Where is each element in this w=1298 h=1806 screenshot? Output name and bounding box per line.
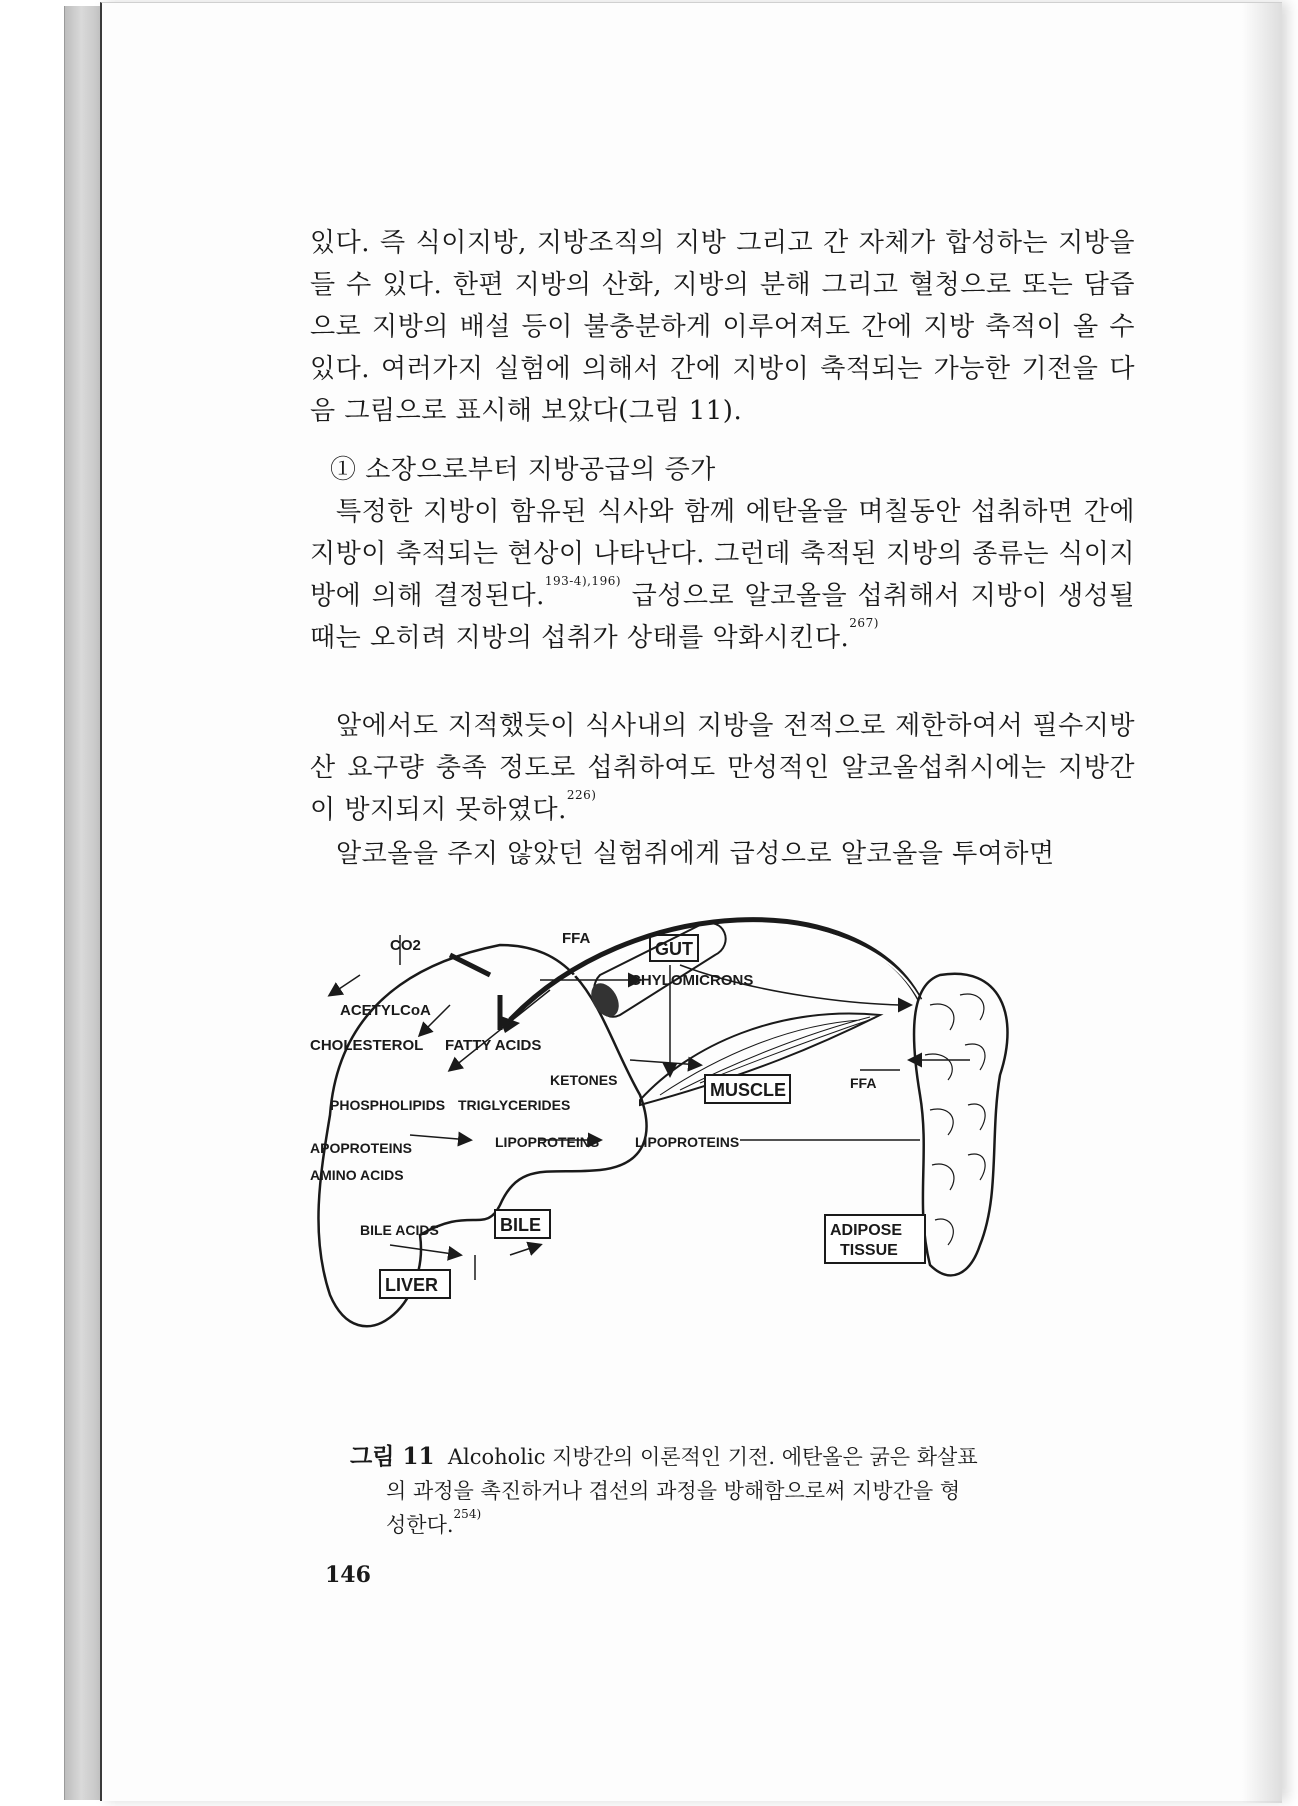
book-spine-edge [64, 6, 101, 1800]
caption-line-3-text: 성한다. [386, 1513, 454, 1537]
paragraph-1 [310, 222, 1135, 432]
acetylcoa-label: ACETYLCoA [340, 1002, 431, 1019]
paragraph-4-text: 알코올을 주지 않았던 실험쥐에게 급성으로 알코올을 투여하면 [336, 839, 1055, 869]
page-number: 146 [325, 1562, 371, 1588]
paragraph-2-part-b: 급성으로 알코올을 섭취해서 지방이 생성될 때는 오히려 지방의 섭취가 상태를 악화시킨다. [310, 581, 1135, 653]
section-heading [330, 449, 1155, 491]
adipose-label-2: TISSUE [840, 1242, 898, 1259]
reference-193: 193-4),196) [544, 574, 622, 588]
ffa-right-label: FFA [850, 1075, 877, 1091]
caption-label: 그림 11 [350, 1443, 435, 1470]
reference-226: 226) [566, 788, 597, 802]
paragraph-3 [310, 705, 1135, 831]
reference-254: 254) [453, 1507, 482, 1521]
figure-caption [350, 1440, 1090, 1542]
gut-label: GUT [655, 939, 693, 959]
figure-11-diagram [300, 905, 1150, 1455]
adipose-tissue-shape [914, 974, 1007, 1276]
co2-label: CO2 [390, 937, 421, 954]
paragraph-2-text [310, 491, 1135, 659]
apoproteins-label: APOPROTEINS [310, 1140, 412, 1156]
triglycerides-label: TRIGLYCERIDES [458, 1097, 571, 1113]
paragraph-4 [310, 833, 1135, 875]
chylomicrons-label: CHYLOMICRONS [630, 972, 754, 989]
bile-label: BILE [500, 1215, 542, 1235]
paragraph-2 [310, 491, 1135, 659]
metabolism-diagram [300, 905, 1150, 1455]
section-heading-text: ① 소장으로부터 지방공급의 증가 [330, 455, 716, 485]
adipose-label-1: ADIPOSE [830, 1222, 903, 1239]
caption-line-2: 의 과정을 촉진하거나 겹선의 과정을 방해함으로써 지방간을 형 [386, 1479, 961, 1503]
muscle-label: MUSCLE [710, 1080, 786, 1100]
reference-267: 267) [849, 616, 879, 630]
liver-label: LIVER [385, 1275, 439, 1295]
lipoproteins-label-1: LIPOPROTEINS [495, 1134, 600, 1150]
ffa-top-label: FFA [562, 930, 591, 947]
amino-acids-label: AMINO ACIDS [310, 1167, 404, 1183]
paragraph-1-text: 있다. 즉 식이지방, 지방조직의 지방 그리고 간 자체가 합성하는 지방을 들 수 있다. 한편 지방의 산화, 지방의 분해 그리고 혈청으로 또는 담즙으로 지방의 배설 등이 불충분하게 이루어져도 간에 지방 축적이 올 수 있다. 여러가지 실험에 의해서 간에 지방이 축적되는 가능한 기전을 다음 그림으로 표시해 보았다(그림 11). [310, 228, 1135, 426]
bile-acids-label: BILE ACIDS [360, 1222, 439, 1238]
ketones-label: KETONES [550, 1072, 618, 1088]
caption-line-1 [350, 1440, 1090, 1474]
paragraph-3-body: 앞에서도 지적했듯이 식사내의 지방을 전적으로 제한하여서 필수지방산 요구량 충족 정도로 섭취하여도 만성적인 알코올섭취시에는 지방간이 방지되지 못하였다. [310, 711, 1135, 825]
fatty-acids-label: FATTY ACIDS [445, 1037, 542, 1054]
page-edge-shadow [1242, 3, 1282, 1803]
lipoproteins-label-2: LIPOPROTEINS [635, 1134, 740, 1150]
paragraph-3-text [310, 705, 1135, 831]
phospholipids-label: PHOSPHOLIPIDS [330, 1097, 446, 1113]
paragraph-2-part-a: 특정한 지방이 함유된 식사와 함께 에탄올을 며칠동안 섭취하면 간에 지방이 축적되는 현상이 나타난다. 그런데 축적된 지방의 종류는 식이지방에 의해 결정된다. [310, 497, 1135, 611]
caption-line-1-text: Alcoholic 지방간의 이론적인 기전. 에탄올은 굵은 화살표 [447, 1445, 978, 1469]
caption-line-3 [350, 1508, 1090, 1542]
cholesterol-label: CHOLESTEROL [310, 1037, 424, 1054]
